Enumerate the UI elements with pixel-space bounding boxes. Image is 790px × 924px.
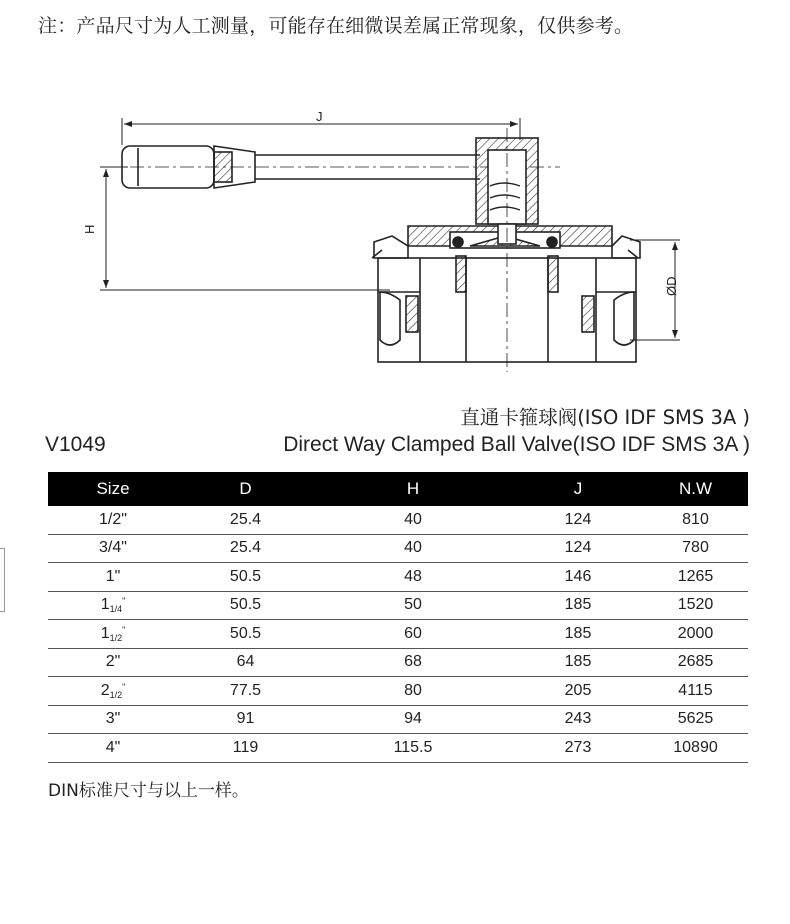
cell-d: 119 [178, 734, 313, 763]
valve-technical-drawing [0, 80, 790, 380]
size-value: 1 [100, 596, 110, 614]
inch-mark: " [122, 596, 126, 607]
size-value: 1" [105, 567, 121, 585]
cell-size [48, 734, 178, 763]
cell-j: 185 [513, 648, 643, 677]
cell-size [48, 648, 178, 677]
cell-size [48, 620, 178, 649]
cell-nw: 2000 [643, 620, 748, 649]
cell-j: 185 [513, 591, 643, 620]
cell-size [48, 563, 178, 592]
cell-h: 94 [313, 705, 513, 734]
cell-d: 50.5 [178, 620, 313, 649]
cell-j: 124 [513, 534, 643, 563]
dimension-label-d: ØD [664, 276, 679, 296]
table-row [48, 534, 748, 563]
cell-nw: 4115 [643, 677, 748, 706]
cell-h: 60 [313, 620, 513, 649]
size-value: 2 [100, 681, 110, 699]
cell-h: 115.5 [313, 734, 513, 763]
cell-nw: 1265 [643, 563, 748, 592]
disclaimer-note: 注：产品尺寸为人工测量，可能存在细微误差属正常现象，仅供参考。 [38, 15, 634, 37]
cell-d: 25.4 [178, 506, 313, 534]
din-standard-note: DIN标准尺寸与以上一样。 [48, 781, 249, 801]
cell-h: 80 [313, 677, 513, 706]
cell-nw: 5625 [643, 705, 748, 734]
column-header-d: D [178, 472, 313, 506]
size-fraction: 1/4 [109, 604, 123, 615]
cell-h: 48 [313, 563, 513, 592]
cell-size [48, 677, 178, 706]
product-code: V1049 [45, 433, 106, 456]
table-row [48, 734, 748, 763]
inch-mark: " [122, 681, 126, 692]
spec-table-body [48, 506, 748, 762]
size-value: 1/2" [99, 510, 127, 528]
cell-j: 205 [513, 677, 643, 706]
size-value: 1 [100, 624, 110, 642]
dimension-label-j: J [316, 109, 323, 124]
cell-nw: 780 [643, 534, 748, 563]
column-header-size: Size [48, 472, 178, 506]
size-fraction: 1/2 [109, 689, 123, 700]
table-row [48, 591, 748, 620]
inch-mark: " [122, 624, 126, 635]
size-value: 3/4" [99, 539, 127, 557]
cell-d: 91 [178, 705, 313, 734]
cell-nw: 2685 [643, 648, 748, 677]
table-row [48, 705, 748, 734]
cell-nw: 1520 [643, 591, 748, 620]
cell-size [48, 591, 178, 620]
margin-bracket [0, 548, 5, 612]
cell-j: 243 [513, 705, 643, 734]
cell-size [48, 705, 178, 734]
cell-size [48, 534, 178, 563]
cell-size [48, 506, 178, 534]
cell-d: 64 [178, 648, 313, 677]
cell-nw: 810 [643, 506, 748, 534]
cell-h: 40 [313, 506, 513, 534]
cell-nw: 10890 [643, 734, 748, 763]
column-header-h: H [313, 472, 513, 506]
size-value: 2" [105, 653, 121, 671]
table-row [48, 563, 748, 592]
cell-j: 146 [513, 563, 643, 592]
table-row [48, 677, 748, 706]
column-header-j: J [513, 472, 643, 506]
table-row [48, 506, 748, 534]
cell-j: 273 [513, 734, 643, 763]
cell-j: 185 [513, 620, 643, 649]
size-value: 4" [105, 738, 121, 756]
product-title-english: Direct Way Clamped Ball Valve(ISO IDF SMS 3A ) [283, 433, 750, 456]
cell-j: 124 [513, 506, 643, 534]
cell-h: 50 [313, 591, 513, 620]
column-header-nw: N.W [643, 472, 748, 506]
cell-h: 68 [313, 648, 513, 677]
spec-table-header-row [48, 472, 748, 506]
product-title-chinese: 直通卡箍球阀(ISO IDF SMS 3A ) [460, 406, 750, 429]
size-fraction: 1/2 [109, 632, 123, 643]
spec-table [48, 472, 748, 763]
size-value: 3" [105, 710, 121, 728]
cell-h: 40 [313, 534, 513, 563]
cell-d: 50.5 [178, 591, 313, 620]
table-row [48, 620, 748, 649]
cell-d: 77.5 [178, 677, 313, 706]
cell-d: 50.5 [178, 563, 313, 592]
table-row [48, 648, 748, 677]
dimension-label-h: H [82, 224, 97, 234]
cell-d: 25.4 [178, 534, 313, 563]
